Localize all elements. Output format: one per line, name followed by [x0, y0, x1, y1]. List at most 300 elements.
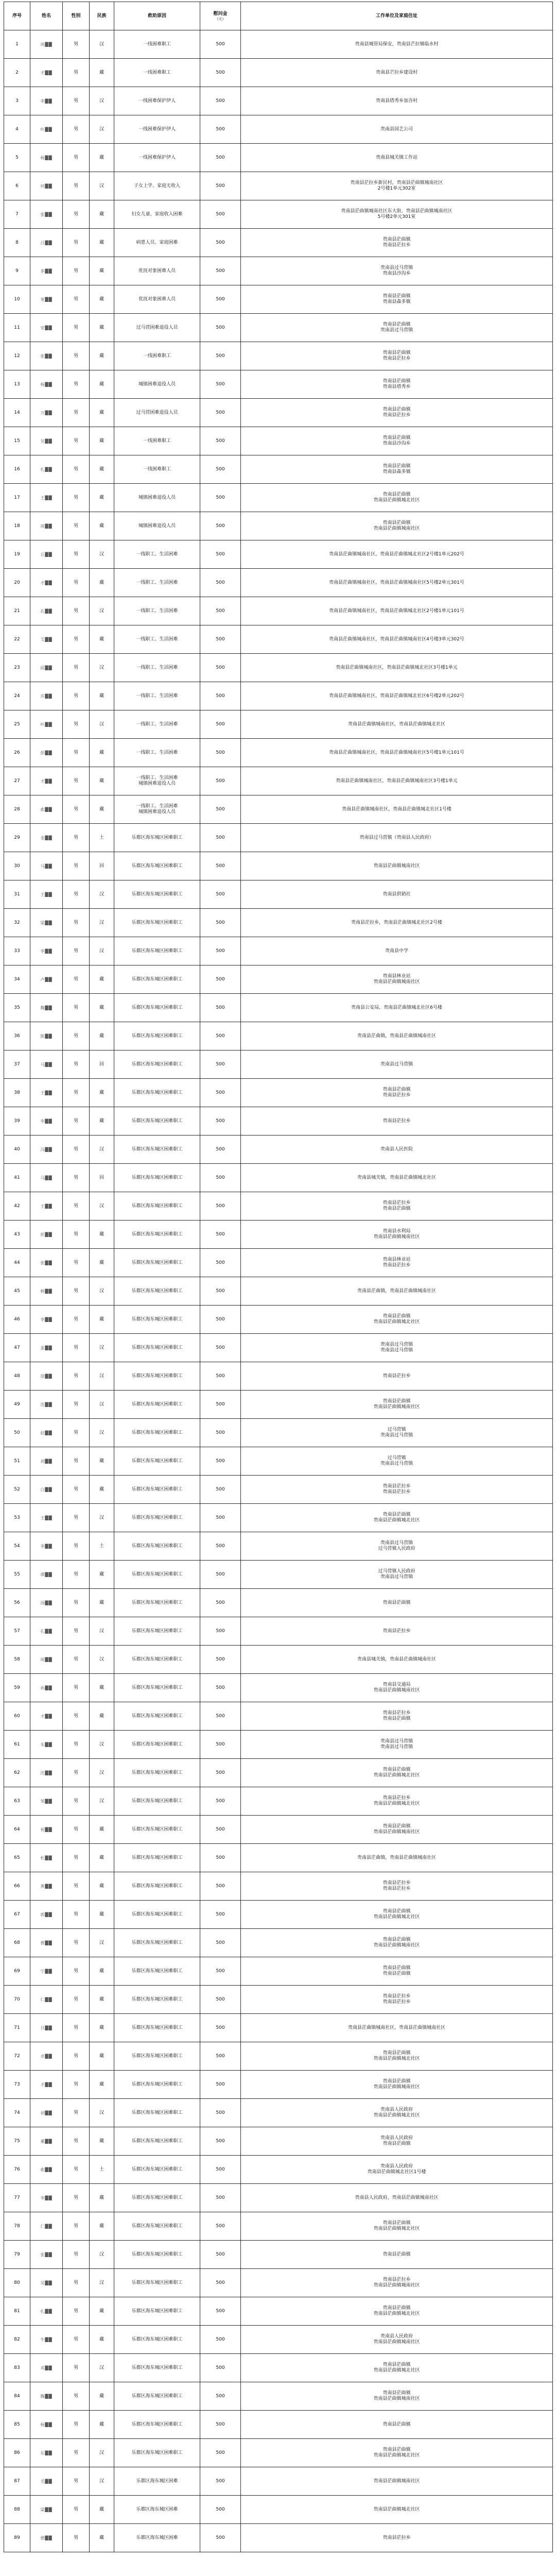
row-name: 张██ [30, 342, 63, 370]
row-reason: 一线职工、生活困难 [114, 625, 200, 654]
row-reason: 乐都区海东城区困难职工 [114, 1447, 200, 1476]
row-amount: 500 [200, 1447, 241, 1476]
row-reason: 病患人员、家庭困难 [114, 229, 200, 257]
row-address: 贵南县茫曲镇 贵南县过马营镇 [241, 314, 553, 342]
row-number: 66 [4, 1872, 30, 1901]
row-name: 王██ [30, 1192, 63, 1221]
row-address: 贵南县过马营镇 [241, 1050, 553, 1079]
row-amount: 500 [200, 1164, 241, 1192]
row-ethnicity: 汉 [90, 880, 114, 909]
row-ethnicity: 藏 [90, 965, 114, 994]
row-amount: 500 [200, 654, 241, 682]
row-address: 过马营镇 贵南县过马营镇 [241, 1447, 553, 1476]
row-name: 冯██ [30, 1136, 63, 1164]
row-name: 白██ [30, 1476, 63, 1504]
row-amount: 500 [200, 569, 241, 597]
row-reason: 乐都区海东城区困难职工 [114, 880, 200, 909]
table-row [4, 2212, 553, 2241]
row-ethnicity: 汉 [90, 654, 114, 682]
row-amount: 500 [200, 1050, 241, 1079]
row-sex: 男 [63, 1277, 90, 1306]
row-ethnicity: 汉 [90, 172, 114, 200]
row-name: 牛██ [30, 2326, 63, 2354]
row-name: 吴██ [30, 427, 63, 455]
row-amount: 500 [200, 1277, 241, 1306]
row-sex: 男 [63, 654, 90, 682]
row-name: 谭██ [30, 1561, 63, 1589]
table-row [4, 1447, 553, 1476]
row-amount: 500 [200, 1816, 241, 1844]
row-number: 4 [4, 115, 30, 144]
table-row [4, 1079, 553, 1107]
row-ethnicity: 汉 [90, 540, 114, 569]
table-row [4, 1787, 553, 1816]
row-reason: 一线困难保护伊人 [114, 144, 200, 172]
row-amount: 500 [200, 2127, 241, 2156]
row-reason: 乐都区海东城区困难职工 [114, 2382, 200, 2411]
row-number: 32 [4, 909, 30, 937]
row-name: 李██ [30, 1532, 63, 1561]
table-row [4, 1901, 553, 1929]
row-ethnicity: 藏 [90, 484, 114, 512]
row-address: 贵南县人民政府 贵南县茫曲镇城北社区1号楼 [241, 2156, 553, 2184]
row-sex: 男 [63, 1674, 90, 1702]
row-name: 邱██ [30, 654, 63, 682]
row-sex: 男 [63, 1844, 90, 1872]
row-address: 贵南县人民政府 贵南县茫曲镇城南社区 [241, 2326, 553, 2354]
row-sex: 男 [63, 30, 90, 59]
table-row [4, 144, 553, 172]
row-amount: 500 [200, 30, 241, 59]
row-sex: 男 [63, 2411, 90, 2439]
row-number: 51 [4, 1447, 30, 1476]
row-address: 贵南县茫曲镇，贵南县茫曲镇城南社区 [241, 1022, 553, 1050]
row-name: 李██ [30, 937, 63, 965]
row-sex: 男 [63, 994, 90, 1022]
row-name: 孔██ [30, 597, 63, 625]
row-number: 29 [4, 824, 30, 852]
row-name: 孔██ [30, 1617, 63, 1646]
row-name: 曹██ [30, 1929, 63, 1957]
table-row [4, 427, 553, 455]
row-ethnicity: 藏 [90, 144, 114, 172]
row-number: 31 [4, 880, 30, 909]
row-amount: 500 [200, 1674, 241, 1702]
row-ethnicity: 藏 [90, 2071, 114, 2099]
relief-table [4, 2, 553, 2552]
row-reason: 乐都区海东城区困难职工 [114, 2297, 200, 2326]
row-address: 贵南县茫曲镇城南社区，贵南县茫曲镇城北社区6号楼2单元202号 [241, 682, 553, 710]
table-row [4, 1164, 553, 1192]
row-name: 杨██ [30, 2411, 63, 2439]
row-reason: 乐都区海东城区困难职工 [114, 1164, 200, 1192]
row-number: 73 [4, 2071, 30, 2099]
row-name: 黄██ [30, 1872, 63, 1901]
table-row [4, 2269, 553, 2297]
row-sex: 男 [63, 370, 90, 399]
row-name: 毛██ [30, 2467, 63, 2496]
row-reason: 乐都区海东城区困难职工 [114, 2354, 200, 2382]
table-row [4, 59, 553, 87]
row-ethnicity: 汉 [90, 1646, 114, 1674]
row-reason: 乐都区海东城区困难职工 [114, 1362, 200, 1391]
row-sex: 男 [63, 1957, 90, 1986]
row-number: 62 [4, 1759, 30, 1787]
row-number: 70 [4, 1986, 30, 2014]
row-sex: 男 [63, 1561, 90, 1589]
row-sex: 男 [63, 2297, 90, 2326]
row-number: 82 [4, 2326, 30, 2354]
row-number: 44 [4, 1249, 30, 1277]
row-ethnicity: 汉 [90, 937, 114, 965]
header-ethnicity: 民族 [90, 2, 114, 30]
row-address: 贵南县交通局 贵南县茫曲镇城南社区 [241, 1674, 553, 1702]
row-number: 3 [4, 87, 30, 115]
table-row [4, 1957, 553, 1986]
row-reason: 一线职工、生活困难 [114, 569, 200, 597]
header-amount [200, 2, 241, 30]
row-name: 才██ [30, 569, 63, 597]
row-sex: 男 [63, 1221, 90, 1249]
row-address: 贵南县茫曲镇城南社区，贵南县茫曲镇城南社区5号楼2单元301号 [241, 569, 553, 597]
row-reason: 一线职工、生活困难 [114, 710, 200, 739]
row-amount: 500 [200, 229, 241, 257]
table-row [4, 87, 553, 115]
row-ethnicity: 汉 [90, 2269, 114, 2297]
row-address: 贵南县茫曲镇城南社区，贵南县茫曲镇城南社区5号楼1单元101号 [241, 739, 553, 767]
row-address: 贵南县茫曲镇 贵南县森多镇 [241, 285, 553, 314]
row-amount: 500 [200, 1391, 241, 1419]
row-ethnicity: 汉 [90, 1731, 114, 1759]
row-sex: 男 [63, 625, 90, 654]
row-number: 36 [4, 1022, 30, 1050]
row-ethnicity: 藏 [90, 2326, 114, 2354]
row-number: 76 [4, 2156, 30, 2184]
row-address: 贵南县供销社 [241, 880, 553, 909]
row-sex: 男 [63, 795, 90, 824]
row-number: 79 [4, 2241, 30, 2269]
row-reason: 乐都区海东城区困难职工 [114, 1192, 200, 1221]
row-name: 张██ [30, 200, 63, 229]
row-ethnicity: 藏 [90, 229, 114, 257]
row-reason: 城镇困难退役人员 [114, 512, 200, 540]
table-row [4, 1731, 553, 1759]
row-name: 才██ [30, 2071, 63, 2099]
row-ethnicity: 藏 [90, 2127, 114, 2156]
row-name: 仁██ [30, 2212, 63, 2241]
row-number: 61 [4, 1731, 30, 1759]
row-ethnicity: 藏 [90, 1561, 114, 1589]
row-sex: 男 [63, 1816, 90, 1844]
row-amount: 500 [200, 739, 241, 767]
row-address: 贵南县茫曲镇 [241, 2411, 553, 2439]
row-address: 贵南县茫曲镇 [241, 2241, 553, 2269]
row-amount: 500 [200, 144, 241, 172]
row-sex: 男 [63, 1306, 90, 1334]
row-name: 旦██ [30, 2014, 63, 2042]
table-row [4, 2439, 553, 2467]
row-reason: 乐都区海东城区困难职工 [114, 2071, 200, 2099]
row-address: 贵南县茫曲镇城南社区东大街，贵南县茫曲镇城南社区 5号楼2单元301室 [241, 200, 553, 229]
row-amount: 500 [200, 1107, 241, 1136]
row-ethnicity: 藏 [90, 1476, 114, 1504]
row-address: 贵南县茫曲镇 贵南县茫曲镇城南社区 [241, 2071, 553, 2099]
row-ethnicity: 汉 [90, 710, 114, 739]
table-row [4, 2042, 553, 2071]
table-body [4, 30, 553, 2552]
row-number: 84 [4, 2382, 30, 2411]
row-number: 49 [4, 1391, 30, 1419]
row-number: 28 [4, 795, 30, 824]
table-row [4, 399, 553, 427]
row-reason: 乐都区海东城区困难职工 [114, 824, 200, 852]
row-amount: 500 [200, 342, 241, 370]
table-row [4, 1589, 553, 1617]
row-reason: 乐都区海东城区困难职工 [114, 2439, 200, 2467]
row-name: 何██ [30, 172, 63, 200]
row-address: 贵南县城关镇工作站 [241, 144, 553, 172]
row-ethnicity: 藏 [90, 795, 114, 824]
row-number: 2 [4, 59, 30, 87]
row-sex: 男 [63, 2014, 90, 2042]
table-row [4, 285, 553, 314]
row-number: 67 [4, 1901, 30, 1929]
row-number: 74 [4, 2099, 30, 2127]
row-number: 33 [4, 937, 30, 965]
row-name: 才██ [30, 1702, 63, 1731]
table-row [4, 994, 553, 1022]
row-address: 贵南县城关镇，贵南县茫曲镇城北社区 [241, 1164, 553, 1192]
row-sex: 男 [63, 1986, 90, 2014]
row-number: 83 [4, 2354, 30, 2382]
row-amount: 500 [200, 597, 241, 625]
row-amount: 500 [200, 625, 241, 654]
row-reason: 乐都区海东城区困难职工 [114, 1674, 200, 1702]
row-sex: 男 [63, 2382, 90, 2411]
row-name: 徐██ [30, 1362, 63, 1391]
row-reason: 乐都区海东城区困难职工 [114, 1221, 200, 1249]
row-number: 9 [4, 257, 30, 285]
row-number: 46 [4, 1306, 30, 1334]
row-name: 王██ [30, 880, 63, 909]
row-number: 13 [4, 370, 30, 399]
row-reason: 乐都区海东城区困难职工 [114, 1702, 200, 1731]
row-reason: 一线困难职工 [114, 342, 200, 370]
row-reason: 乐都区海东城区困难职工 [114, 1391, 200, 1419]
row-name: 艾██ [30, 625, 63, 654]
row-ethnicity: 汉 [90, 30, 114, 59]
row-name: 邹██ [30, 1787, 63, 1816]
row-name: 梁██ [30, 2496, 63, 2524]
row-sex: 男 [63, 937, 90, 965]
row-sex: 男 [63, 172, 90, 200]
row-name: 周██ [30, 30, 63, 59]
row-amount: 500 [200, 1929, 241, 1957]
row-name: 卢██ [30, 965, 63, 994]
table-row [4, 739, 553, 767]
row-number: 69 [4, 1957, 30, 1986]
row-reason: 优抚对象困难人员 [114, 285, 200, 314]
row-name: 周██ [30, 512, 63, 540]
row-ethnicity: 藏 [90, 314, 114, 342]
row-sex: 男 [63, 1532, 90, 1561]
row-amount: 500 [200, 2297, 241, 2326]
row-name: 孙██ [30, 1674, 63, 1702]
table-row [4, 1334, 553, 1362]
row-number: 21 [4, 597, 30, 625]
table-row [4, 795, 553, 824]
row-sex: 男 [63, 1787, 90, 1816]
row-amount: 500 [200, 1334, 241, 1362]
row-address: 贵南县茫曲镇城南社区，贵南县茫曲镇城南社区3号楼1单元 [241, 767, 553, 795]
row-address: 贵南县茫曲镇 贵南县茫曲镇城北社区 [241, 2297, 553, 2326]
row-address: 贵南县茫曲镇 贵南县茫拉乡 [241, 342, 553, 370]
row-reason: 乐都区海东城区困难职工 [114, 1306, 200, 1334]
table-row [4, 625, 553, 654]
row-ethnicity: 汉 [90, 1787, 114, 1816]
row-address: 贵南县茫拉乡 [241, 1362, 553, 1391]
row-sex: 男 [63, 2127, 90, 2156]
row-ethnicity: 土 [90, 824, 114, 852]
row-reason: 乐都区海东城区困难职工 [114, 2326, 200, 2354]
row-number: 89 [4, 2524, 30, 2552]
row-name: 金██ [30, 824, 63, 852]
row-name: 汤██ [30, 1589, 63, 1617]
row-number: 55 [4, 1561, 30, 1589]
row-number: 18 [4, 512, 30, 540]
row-reason: 城镇困难退役人员 [114, 484, 200, 512]
row-address: 贵南县园艺公司 [241, 115, 553, 144]
row-number: 20 [4, 569, 30, 597]
table-row [4, 2099, 553, 2127]
row-name: 姜██ [30, 1334, 63, 1362]
header-reason: 救助原因 [114, 2, 200, 30]
row-sex: 男 [63, 314, 90, 342]
table-row [4, 2524, 553, 2552]
row-ethnicity: 藏 [90, 59, 114, 87]
row-name: 王██ [30, 484, 63, 512]
row-name: 多██ [30, 257, 63, 285]
row-amount: 500 [200, 370, 241, 399]
row-reason: 过马营困难退役人员 [114, 399, 200, 427]
row-reason: 一线职工、生活困难 [114, 682, 200, 710]
row-ethnicity: 藏 [90, 2297, 114, 2326]
row-sex: 男 [63, 824, 90, 852]
row-reason: 乐都区海东城区困难职工 [114, 2042, 200, 2071]
row-reason: 乐都区海东城区困难职工 [114, 937, 200, 965]
row-sex: 男 [63, 2326, 90, 2354]
row-amount: 500 [200, 2212, 241, 2241]
table-row [4, 1674, 553, 1702]
row-sex: 男 [63, 1022, 90, 1050]
row-reason: 一线职工、生活困难 [114, 597, 200, 625]
table-row [4, 1050, 553, 1079]
table-row [4, 1419, 553, 1447]
row-address: 贵南县过马营镇（贵南县人民政府） [241, 824, 553, 852]
table-row [4, 1872, 553, 1901]
row-number: 54 [4, 1532, 30, 1561]
row-name: 魏██ [30, 994, 63, 1022]
table-row [4, 1816, 553, 1844]
row-reason: 一线职工、生活困难 城镇困难退役人员 [114, 767, 200, 795]
row-address: 贵南县茫曲镇城南社区，贵南县茫曲镇城南社区4号楼3单元302号 [241, 625, 553, 654]
row-ethnicity: 汉 [90, 2467, 114, 2496]
row-reason: 乐都区海东城区困难职工 [114, 2411, 200, 2439]
row-name: 董██ [30, 2127, 63, 2156]
row-ethnicity: 藏 [90, 1221, 114, 1249]
row-reason: 乐都区海东城区困难职工 [114, 1050, 200, 1079]
row-address: 贵南县过马营镇 贵南县沙沟乡 [241, 257, 553, 285]
row-reason: 一线困难保护伊人 [114, 87, 200, 115]
row-address: 贵南县茫曲镇 贵南县茫拉乡 [241, 229, 553, 257]
row-address: 贵南县茫曲镇 贵南县茫曲镇城北社区 [241, 2212, 553, 2241]
header-sex: 性别 [63, 2, 90, 30]
row-ethnicity: 汉 [90, 909, 114, 937]
row-number: 40 [4, 1136, 30, 1164]
row-amount: 500 [200, 965, 241, 994]
row-amount: 500 [200, 2071, 241, 2099]
row-ethnicity: 藏 [90, 1816, 114, 1844]
row-sex: 男 [63, 229, 90, 257]
row-amount: 500 [200, 2524, 241, 2552]
row-ethnicity: 汉 [90, 1929, 114, 1957]
row-address: 贵南县茫曲镇城南社区，贵南县茫曲镇城北社区1号楼 [241, 795, 553, 824]
row-ethnicity: 藏 [90, 1589, 114, 1617]
row-name: 更██ [30, 285, 63, 314]
table-row [4, 1646, 553, 1674]
row-number: 58 [4, 1646, 30, 1674]
row-address: 贵南县茫曲镇城南社区，贵南县茫曲镇城北社区3号楼1单元 [241, 654, 553, 682]
row-name: 周██ [30, 1646, 63, 1674]
row-name: 张██ [30, 1249, 63, 1277]
row-address: 贵南县人民医院 [241, 1136, 553, 1164]
row-name: 马██ [30, 1164, 63, 1192]
row-address: 贵南县茫拉乡 贵南县茫曲镇城北社区 [241, 1787, 553, 1816]
row-ethnicity: 回 [90, 1050, 114, 1079]
row-address: 贵南县茫拉乡 贵南县茫拉乡 [241, 1476, 553, 1504]
row-sex: 男 [63, 2184, 90, 2212]
row-address: 贵南县茫曲镇城南社区 [241, 2467, 553, 2496]
row-ethnicity: 汉 [90, 87, 114, 115]
row-sex: 男 [63, 597, 90, 625]
row-address: 贵南县茫拉乡 [241, 1617, 553, 1646]
row-address: 贵南县茫拉乡 贵南县茫曲镇 [241, 1702, 553, 1731]
row-amount: 500 [200, 1306, 241, 1334]
row-sex: 男 [63, 2524, 90, 2552]
row-address: 贵南县过马营镇 过马营镇人民政府 [241, 1532, 553, 1561]
table-row [4, 2071, 553, 2099]
row-name: 杜██ [30, 1844, 63, 1872]
row-ethnicity: 藏 [90, 739, 114, 767]
row-sex: 男 [63, 399, 90, 427]
row-ethnicity: 藏 [90, 767, 114, 795]
row-sex: 男 [63, 1646, 90, 1674]
row-name: 才██ [30, 767, 63, 795]
row-number: 42 [4, 1192, 30, 1221]
row-reason: 一线困难职工 [114, 455, 200, 484]
row-ethnicity: 藏 [90, 512, 114, 540]
row-amount: 500 [200, 2099, 241, 2127]
row-number: 16 [4, 455, 30, 484]
row-reason: 乐都区海东城区困难职工 [114, 1731, 200, 1759]
row-number: 47 [4, 1334, 30, 1362]
table-row [4, 2297, 553, 2326]
row-name: 刘██ [30, 1447, 63, 1476]
row-amount: 500 [200, 59, 241, 87]
table-row [4, 1192, 553, 1221]
row-amount: 500 [200, 994, 241, 1022]
row-amount: 500 [200, 1872, 241, 1901]
